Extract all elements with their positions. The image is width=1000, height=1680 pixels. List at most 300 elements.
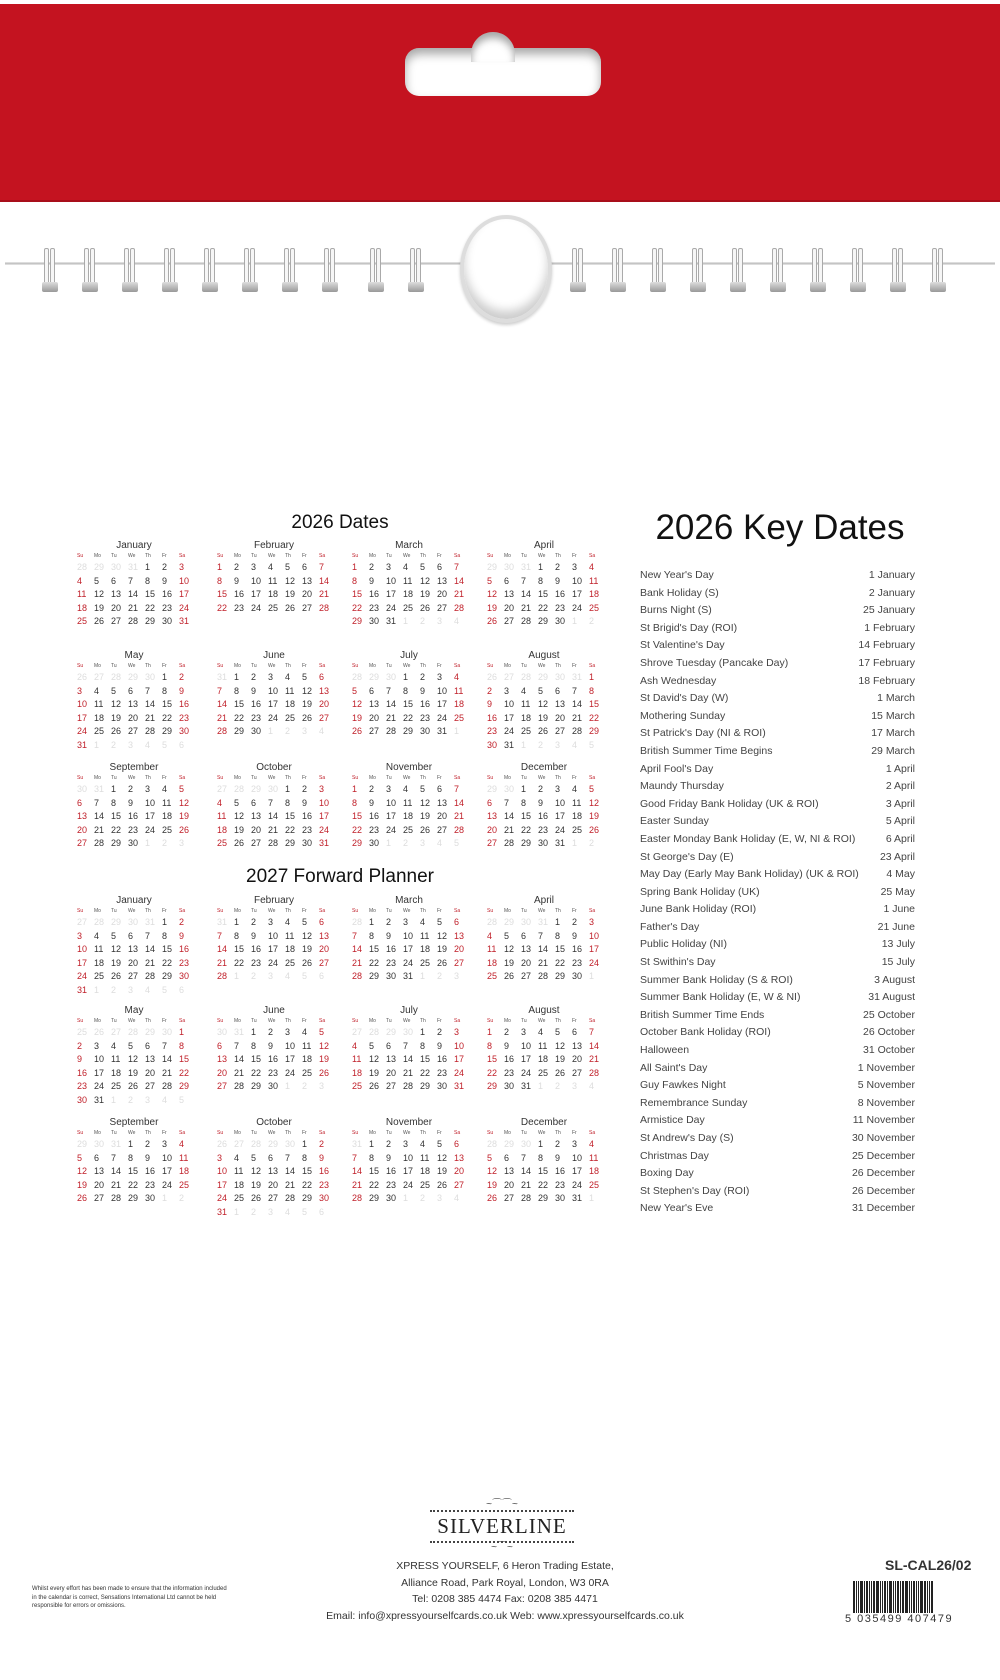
- day-cell: 12: [77, 1166, 88, 1177]
- day-cell: 28: [521, 672, 532, 682]
- key-date-name: June Bank Holiday (ROI): [640, 903, 757, 916]
- day-cell: 10: [555, 797, 566, 808]
- month-october: [215, 762, 333, 851]
- key-date-name: April Fool's Day: [640, 762, 714, 775]
- key-date-value: 1 November: [857, 1061, 915, 1074]
- day-cell: 9: [386, 1152, 392, 1163]
- day-cell: 5: [487, 1152, 493, 1163]
- key-date-row: [640, 849, 915, 867]
- month-grid: [75, 906, 193, 998]
- weekday-header: We: [268, 663, 276, 669]
- weekday-header: Sa: [319, 553, 326, 559]
- day-cell: 1: [234, 1206, 240, 1217]
- day-cell: 27: [454, 1179, 465, 1190]
- weekday-header: Sa: [589, 1130, 596, 1136]
- day-cell: 5: [111, 930, 117, 941]
- binding-ring: [164, 248, 174, 294]
- weekday-header: Mo: [94, 1018, 101, 1024]
- key-date-name: Maundy Thursday: [640, 780, 724, 793]
- day-cell: 18: [111, 1067, 122, 1078]
- key-date-value: 26 October: [863, 1026, 915, 1039]
- key-date-value: 17 February: [858, 656, 915, 669]
- day-cell: 17: [403, 944, 414, 955]
- key-date-row: [640, 884, 915, 902]
- day-cell: 27: [521, 971, 532, 982]
- day-cell: 18: [487, 957, 498, 968]
- day-cell: 3: [555, 739, 561, 750]
- day-cell: 6: [454, 1139, 460, 1149]
- day-cell: 18: [217, 824, 228, 835]
- day-cell: 24: [555, 824, 566, 835]
- day-cell: 8: [251, 1040, 257, 1051]
- month-name: March: [395, 540, 423, 551]
- key-date-name: Bank Holiday (S): [640, 586, 719, 599]
- weekday-header: Sa: [179, 553, 186, 559]
- day-cell: 20: [369, 712, 380, 723]
- weekday-header: Fr: [437, 663, 442, 669]
- day-cell: 19: [179, 811, 190, 822]
- day-cell: 5: [437, 917, 443, 927]
- day-cell: 6: [94, 1152, 100, 1163]
- day-cell: 1: [234, 971, 240, 982]
- day-cell: 11: [572, 797, 582, 808]
- day-cell: 24: [285, 1067, 296, 1078]
- day-cell: 6: [179, 984, 185, 995]
- phone-fax-line: Tel: 0208 385 4474 Fax: 0208 385 4471: [412, 1593, 598, 1605]
- day-cell: 8: [128, 1152, 134, 1163]
- day-cell: 4: [285, 672, 291, 682]
- day-cell: 12: [437, 1152, 448, 1163]
- day-cell: 24: [504, 726, 515, 737]
- day-cell: 15: [403, 699, 414, 710]
- day-cell: 30: [217, 1027, 228, 1037]
- month-grid: [350, 551, 468, 629]
- day-cell: 2: [162, 562, 168, 572]
- day-cell: 18: [420, 944, 431, 955]
- day-cell: 30: [555, 672, 566, 682]
- day-cell: 7: [589, 1027, 595, 1037]
- key-date-name: Guy Fawkes Night: [640, 1079, 726, 1092]
- day-cell: 21: [162, 1067, 173, 1078]
- day-cell: 9: [234, 575, 240, 586]
- day-cell: 12: [302, 930, 313, 941]
- day-cell: 28: [403, 1081, 414, 1092]
- day-cell: 27: [302, 602, 313, 613]
- day-cell: 13: [572, 1040, 583, 1051]
- day-cell: 27: [504, 1193, 515, 1204]
- day-cell: 9: [555, 575, 561, 586]
- day-cell: 22: [234, 957, 245, 968]
- day-cell: 3: [268, 917, 274, 927]
- day-cell: 17: [386, 811, 397, 822]
- day-cell: 8: [420, 1040, 426, 1051]
- day-cell: 1: [302, 1139, 308, 1149]
- day-cell: 30: [386, 672, 397, 682]
- day-cell: 4: [77, 575, 83, 586]
- key-date-row: [640, 1007, 915, 1025]
- day-cell: 26: [111, 726, 122, 737]
- silverline-logo: [430, 1500, 574, 1553]
- day-cell: 19: [319, 1054, 330, 1065]
- day-cell: 7: [111, 1152, 117, 1163]
- day-cell: 2: [504, 1027, 510, 1037]
- day-cell: 2: [437, 971, 443, 982]
- day-cell: 28: [94, 917, 105, 927]
- weekday-header: Sa: [179, 1018, 186, 1024]
- day-cell: 2: [251, 917, 257, 927]
- day-cell: 15: [217, 589, 228, 600]
- weekday-header: Fr: [302, 663, 307, 669]
- key-date-row: [640, 602, 915, 620]
- weekday-header: Sa: [454, 1130, 461, 1136]
- day-cell: 20: [454, 944, 465, 955]
- day-cell: 19: [285, 589, 296, 600]
- day-cell: 16: [572, 944, 583, 955]
- day-cell: 2: [251, 672, 257, 682]
- day-cell: 2: [386, 1139, 392, 1149]
- weekday-header: Fr: [162, 775, 167, 781]
- weekday-header: Su: [487, 1018, 494, 1024]
- day-cell: 11: [111, 1054, 121, 1065]
- day-cell: 5: [437, 1139, 443, 1149]
- day-cell: 3: [386, 784, 392, 794]
- day-cell: 3: [572, 562, 578, 572]
- day-cell: 4: [352, 1040, 358, 1051]
- day-cell: 15: [285, 811, 296, 822]
- day-cell: 17: [572, 589, 583, 600]
- weekday-header: Fr: [162, 1130, 167, 1136]
- weekday-header: Su: [352, 775, 359, 781]
- day-cell: 17: [268, 944, 279, 955]
- day-cell: 13: [504, 1166, 515, 1177]
- weekday-header: Tu: [521, 553, 527, 559]
- day-cell: 16: [555, 589, 566, 600]
- day-cell: 3: [504, 685, 510, 696]
- month-name: October: [256, 1117, 292, 1128]
- day-cell: 14: [268, 811, 279, 822]
- day-cell: 25: [217, 838, 228, 849]
- day-cell: 18: [162, 811, 173, 822]
- day-cell: 3: [437, 616, 443, 627]
- month-june: [215, 650, 333, 739]
- day-cell: 22: [285, 824, 296, 835]
- weekday-header: Tu: [386, 1130, 392, 1136]
- day-cell: 19: [111, 957, 122, 968]
- day-cell: 30: [179, 726, 190, 737]
- day-cell: 30: [386, 1193, 397, 1204]
- day-cell: 16: [251, 944, 262, 955]
- day-cell: 30: [487, 739, 498, 750]
- day-cell: 6: [319, 917, 325, 927]
- day-cell: 19: [302, 944, 313, 955]
- day-cell: 8: [538, 1152, 544, 1163]
- day-cell: 10: [145, 797, 156, 808]
- day-cell: 27: [111, 1027, 122, 1037]
- day-cell: 30: [162, 616, 173, 627]
- day-cell: 8: [234, 685, 240, 696]
- weekday-header: Mo: [369, 908, 376, 914]
- weekday-header: We: [538, 1018, 546, 1024]
- weekday-header: Sa: [589, 663, 596, 669]
- day-cell: 5: [162, 984, 168, 995]
- month-february: [215, 895, 333, 984]
- day-cell: 3: [128, 739, 134, 750]
- month-january: [75, 895, 193, 998]
- weekday-header: We: [403, 663, 411, 669]
- day-cell: 26: [437, 1179, 448, 1190]
- address-line: XPRESS YOURSELF, 6 Heron Trading Estate,: [396, 1560, 614, 1572]
- month-grid: [485, 1128, 603, 1206]
- day-cell: 22: [179, 1067, 190, 1078]
- key-date-value: 15 July: [881, 956, 915, 969]
- day-cell: 16: [162, 589, 173, 600]
- key-date-name: St Swithin's Day: [640, 956, 716, 969]
- weekday-header: Su: [487, 663, 494, 669]
- weekday-header: We: [268, 908, 276, 914]
- day-cell: 13: [77, 811, 88, 822]
- barcode-number: 5 035499 407479: [845, 1613, 954, 1625]
- day-cell: 26: [504, 971, 515, 982]
- day-cell: 18: [94, 712, 105, 723]
- weekday-header: Mo: [94, 775, 101, 781]
- weekday-header: Sa: [454, 663, 461, 669]
- day-cell: 30: [555, 1193, 566, 1204]
- day-cell: 28: [352, 971, 363, 982]
- weekday-header: Tu: [111, 553, 117, 559]
- day-cell: 20: [77, 824, 88, 835]
- day-cell: 24: [454, 1067, 465, 1078]
- day-cell: 14: [128, 589, 139, 600]
- day-cell: 10: [179, 575, 190, 586]
- weekday-header: Sa: [454, 775, 461, 781]
- day-cell: 28: [234, 784, 245, 794]
- day-cell: 11: [302, 1040, 312, 1051]
- weekday-header: Sa: [589, 553, 596, 559]
- weekday-header: Su: [77, 1018, 84, 1024]
- day-cell: 3: [420, 838, 426, 849]
- weekday-header: Su: [77, 775, 84, 781]
- day-cell: 31: [217, 1206, 228, 1217]
- day-cell: 18: [285, 944, 296, 955]
- day-cell: 3: [145, 784, 151, 794]
- day-cell: 27: [504, 672, 515, 682]
- day-cell: 21: [268, 824, 279, 835]
- day-cell: 3: [454, 971, 460, 982]
- day-cell: 5: [487, 575, 493, 586]
- binding-ring: [772, 248, 782, 294]
- day-cell: 18: [94, 957, 105, 968]
- day-cell: 1: [454, 726, 460, 737]
- day-cell: 23: [145, 1179, 156, 1190]
- day-cell: 11: [234, 1166, 244, 1177]
- month-july: [350, 650, 468, 739]
- weekday-header: Tu: [521, 663, 527, 669]
- day-cell: 15: [369, 1166, 380, 1177]
- weekday-header: Su: [217, 553, 224, 559]
- day-cell: 25: [538, 1067, 549, 1078]
- day-cell: 24: [521, 1067, 532, 1078]
- day-cell: 2: [128, 1094, 134, 1105]
- day-cell: 3: [179, 838, 185, 849]
- weekday-header: We: [403, 1018, 411, 1024]
- weekday-header: Su: [352, 1018, 359, 1024]
- day-cell: 9: [437, 1040, 443, 1051]
- day-cell: 6: [521, 930, 527, 941]
- month-grid: [215, 1016, 333, 1094]
- key-date-name: Spring Bank Holiday (UK): [640, 885, 760, 898]
- key-date-name: Armistice Day: [640, 1114, 705, 1127]
- day-cell: 12: [302, 685, 313, 696]
- day-cell: 26: [77, 1193, 88, 1204]
- day-cell: 20: [487, 824, 498, 835]
- month-name: August: [528, 650, 560, 661]
- day-cell: 10: [94, 1054, 105, 1065]
- day-cell: 22: [589, 712, 600, 723]
- weekday-header: Fr: [162, 663, 167, 669]
- day-cell: 4: [437, 838, 443, 849]
- day-cell: 20: [111, 602, 122, 613]
- day-cell: 28: [234, 1081, 245, 1092]
- key-date-value: 2 January: [868, 586, 915, 599]
- day-cell: 6: [504, 575, 510, 586]
- day-cell: 26: [369, 1081, 380, 1092]
- day-cell: 4: [234, 1152, 240, 1163]
- weekday-header: Th: [555, 1018, 561, 1024]
- day-cell: 23: [538, 824, 549, 835]
- day-cell: 18: [77, 602, 88, 613]
- day-cell: 4: [179, 1139, 185, 1149]
- binding-ring: [732, 248, 742, 294]
- day-cell: 9: [369, 797, 375, 808]
- day-cell: 19: [234, 824, 245, 835]
- day-cell: 25: [285, 712, 296, 723]
- day-cell: 19: [94, 602, 105, 613]
- day-cell: 16: [251, 699, 262, 710]
- day-cell: 22: [487, 1067, 498, 1078]
- weekday-header: Th: [285, 908, 291, 914]
- day-cell: 1: [352, 784, 358, 794]
- day-cell: 14: [162, 1054, 173, 1065]
- day-cell: 1: [179, 1027, 185, 1037]
- day-cell: 21: [94, 824, 105, 835]
- weekday-header: Sa: [454, 1018, 461, 1024]
- day-cell: 8: [162, 685, 168, 696]
- key-date-name: New Year's Day: [640, 569, 714, 581]
- company-address: [270, 1558, 740, 1624]
- day-cell: 12: [111, 699, 122, 710]
- day-cell: 28: [538, 971, 549, 982]
- day-cell: 25: [268, 602, 279, 613]
- key-date-value: 31 August: [868, 991, 915, 1004]
- calendar-2026-title: 2026 Dates: [291, 512, 389, 533]
- month-april: [485, 895, 603, 984]
- day-cell: 25: [589, 602, 600, 613]
- binding-ring: [284, 248, 294, 294]
- day-cell: 30: [369, 838, 380, 849]
- day-cell: 5: [251, 1152, 257, 1163]
- weekday-header: Fr: [437, 775, 442, 781]
- day-cell: 7: [268, 797, 274, 808]
- day-cell: 10: [386, 797, 397, 808]
- key-date-value: 26 December: [851, 1184, 915, 1197]
- day-cell: 8: [352, 797, 358, 808]
- day-cell: 11: [179, 1152, 189, 1163]
- day-cell: 17: [94, 1067, 105, 1078]
- day-cell: 2: [302, 1081, 308, 1092]
- weekday-header: Mo: [369, 553, 376, 559]
- weekday-header: We: [128, 553, 136, 559]
- day-cell: 29: [487, 784, 498, 794]
- day-cell: 3: [454, 1027, 460, 1037]
- day-cell: 20: [437, 589, 448, 600]
- key-date-name: Boxing Day: [640, 1167, 694, 1180]
- day-cell: 23: [179, 957, 190, 968]
- day-cell: 26: [251, 1193, 262, 1204]
- day-cell: 22: [352, 824, 363, 835]
- weekday-header: Sa: [179, 1130, 186, 1136]
- weekday-header: Th: [555, 1130, 561, 1136]
- key-date-row: [640, 813, 915, 831]
- weekday-header: Th: [285, 1018, 291, 1024]
- day-cell: 19: [504, 957, 515, 968]
- day-cell: 27: [145, 1081, 156, 1092]
- day-cell: 3: [128, 984, 134, 995]
- weekday-header: Tu: [521, 775, 527, 781]
- day-cell: 30: [521, 917, 532, 927]
- day-cell: 22: [128, 1179, 139, 1190]
- day-cell: 27: [437, 824, 448, 835]
- key-date-value: 21 June: [877, 920, 915, 933]
- day-cell: 12: [94, 589, 105, 600]
- header-card-band: [0, 4, 1000, 202]
- day-cell: 19: [111, 712, 122, 723]
- day-cell: 5: [94, 575, 100, 586]
- weekday-header: Su: [77, 908, 84, 914]
- day-cell: 2: [268, 1027, 274, 1037]
- day-cell: 14: [285, 1166, 296, 1177]
- day-cell: 7: [128, 575, 134, 586]
- key-date-name: October Bank Holiday (ROI): [640, 1026, 771, 1039]
- hanging-hook: [460, 215, 552, 323]
- day-cell: 27: [111, 616, 122, 627]
- day-cell: 6: [454, 917, 460, 927]
- day-cell: 17: [454, 1054, 465, 1065]
- day-cell: 9: [504, 1040, 510, 1051]
- weekday-header: Sa: [319, 775, 326, 781]
- day-cell: 18: [420, 1166, 431, 1177]
- calendar-2027-title: 2027 Forward Planner: [246, 866, 434, 887]
- day-cell: 2: [420, 1193, 426, 1204]
- day-cell: 11: [217, 811, 227, 822]
- weekday-header: Mo: [94, 553, 101, 559]
- day-cell: 29: [268, 1139, 279, 1149]
- weekday-header: Su: [217, 1018, 224, 1024]
- day-cell: 7: [145, 685, 151, 696]
- binding-ring: [44, 248, 54, 294]
- hang-tab-hole: [405, 48, 601, 96]
- day-cell: 12: [487, 1166, 498, 1177]
- day-cell: 4: [217, 797, 223, 808]
- weekday-header: Sa: [454, 553, 461, 559]
- day-cell: 21: [572, 712, 583, 723]
- day-cell: 1: [111, 784, 117, 794]
- day-cell: 2: [179, 672, 185, 682]
- day-cell: 1: [251, 1027, 257, 1037]
- day-cell: 16: [369, 811, 380, 822]
- key-date-row: [640, 708, 915, 726]
- day-cell: 22: [111, 824, 122, 835]
- day-cell: 21: [128, 602, 139, 613]
